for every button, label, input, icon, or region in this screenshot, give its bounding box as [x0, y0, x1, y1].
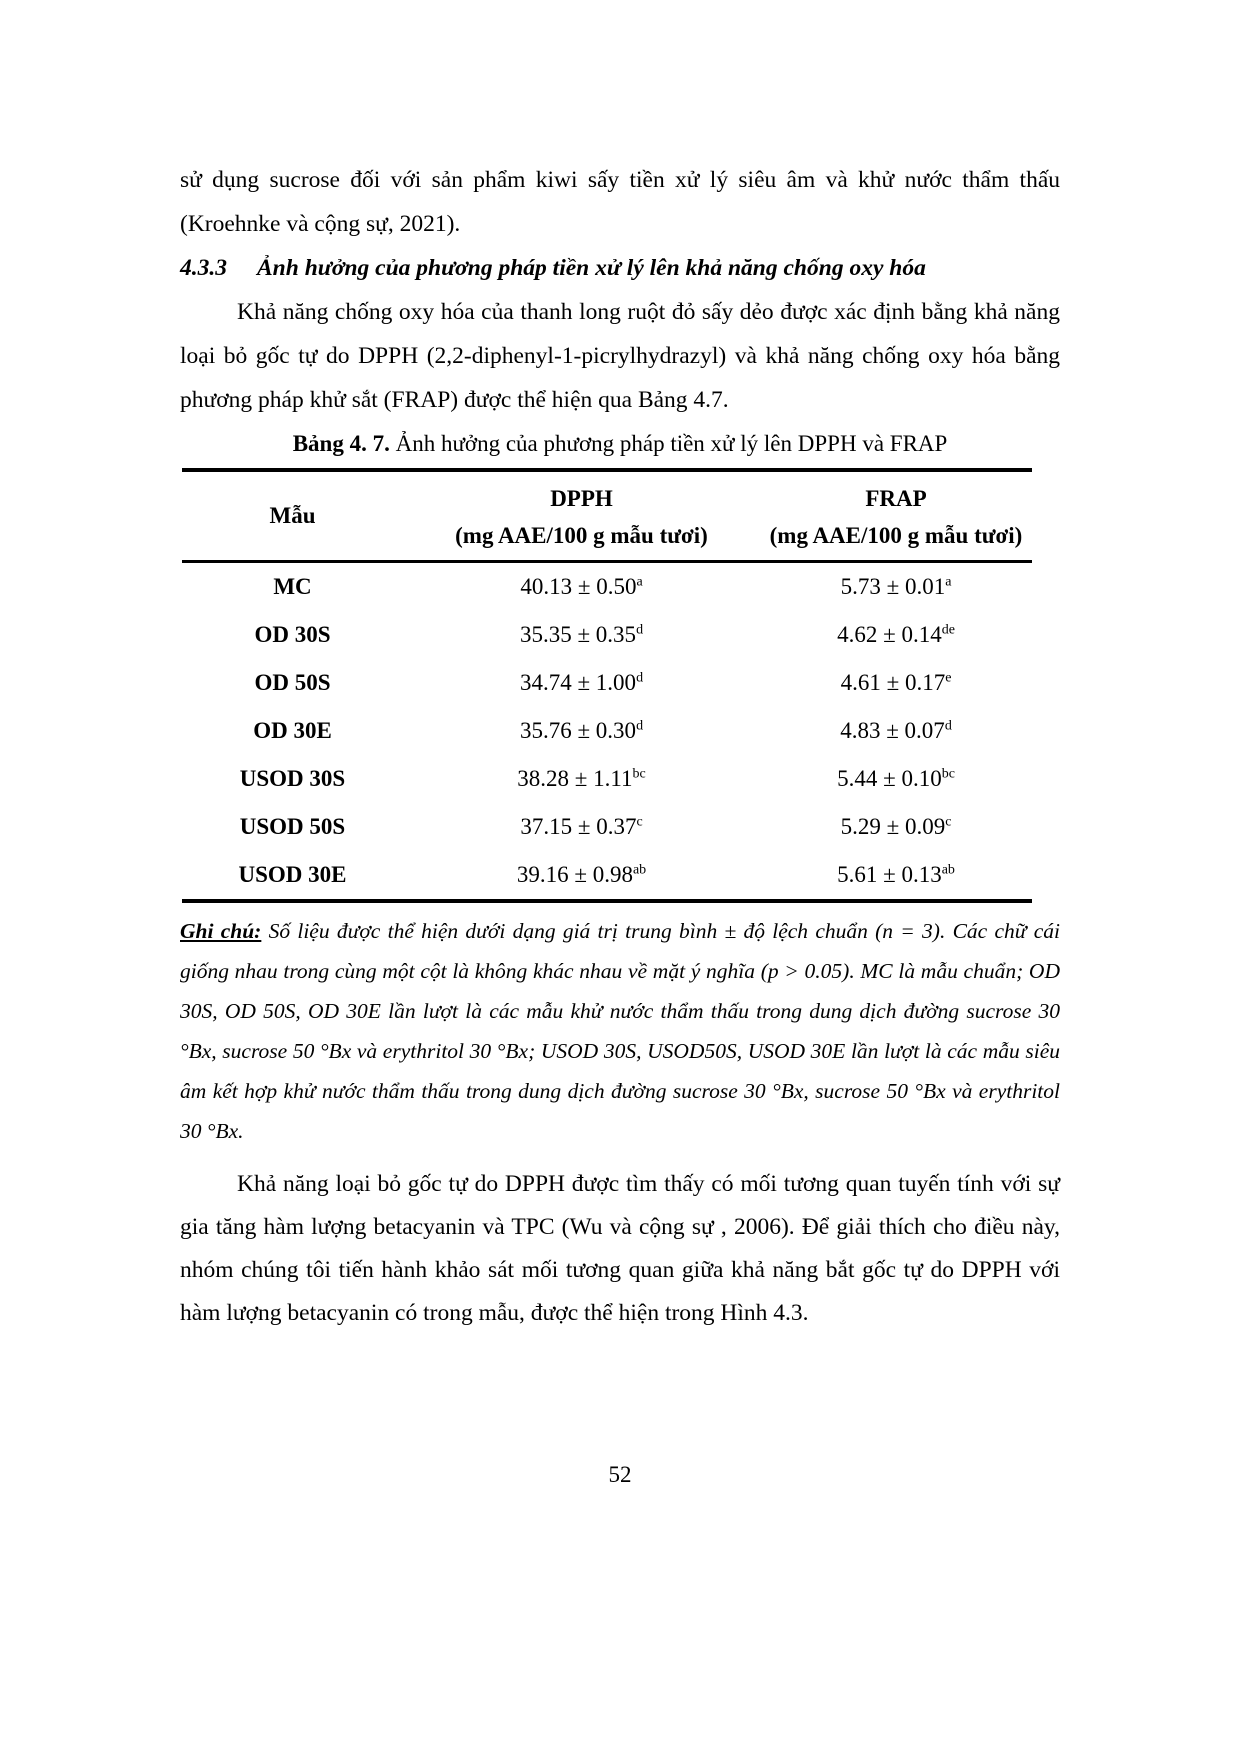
table-row — [182, 803, 1032, 851]
note-label: Ghi chú: — [180, 919, 262, 943]
dpph-value: 35.35 ± 0.35 — [519, 622, 637, 647]
significance-letter: c — [636, 814, 643, 830]
frap-value: 5.61 ± 0.13 — [837, 862, 942, 887]
frap-value: 4.83 ± 0.07 — [840, 718, 945, 743]
paragraph-discussion: Khả năng loại bỏ gốc tự do DPPH được tìm thấy có mối tương quan tuyến tính với sự gia tăng hàm lượng betacyanin và TPC (Wu và cộng sự , 2006). Để giải thích cho điều này, nhóm chúng tôi tiến hành khảo sát mối tương quan giữa khả năng bắt gốc tự do DPPH với hàm lượng betacyanin có trong mẫu, được thể hiện trong Hình 4.3. — [180, 1171, 1060, 1326]
significance-letter: d — [944, 718, 952, 734]
frap-value-cell — [760, 659, 1032, 707]
dpph-value-cell — [403, 562, 760, 612]
significance-letter: ab — [941, 862, 955, 878]
sample-name: USOD 30S — [239, 766, 346, 791]
table-row — [182, 851, 1032, 901]
frap-value: 5.73 ± 0.01 — [840, 574, 946, 599]
frap-value-cell — [760, 851, 1032, 901]
section-heading — [180, 246, 1060, 290]
frap-value-cell — [760, 707, 1032, 755]
frap-value: 5.44 ± 0.10 — [837, 766, 942, 791]
page-number: 52 — [608, 1462, 632, 1487]
frap-value: 4.62 ± 0.14 — [837, 622, 942, 647]
section-title: Ảnh hưởng của phương pháp tiền xử lý lên khả năng chống oxy hóa — [257, 255, 926, 281]
sample-name: OD 50S — [254, 670, 331, 695]
col-header-dpph-title: DPPH — [550, 486, 613, 511]
dpph-value: 37.15 ± 0.37 — [520, 814, 637, 839]
sample-name: OD 30E — [253, 718, 332, 743]
dpph-value-cell — [403, 803, 760, 851]
frap-value-cell — [760, 803, 1032, 851]
table-row — [182, 659, 1032, 707]
table-header-row — [182, 470, 1032, 562]
dpph-value-cell — [403, 851, 760, 901]
col-header-frap — [760, 470, 1032, 562]
frap-value: 4.61 ± 0.17 — [840, 670, 946, 695]
sample-name: OD 30S — [254, 622, 331, 647]
dpph-value: 35.76 ± 0.30 — [519, 718, 637, 743]
table-row — [182, 707, 1032, 755]
dpph-value: 38.28 ± 1.11 — [517, 766, 633, 791]
dpph-value: 40.13 ± 0.50 — [520, 574, 637, 599]
table-row — [182, 562, 1032, 612]
significance-letter: de — [941, 622, 955, 638]
dpph-value: 39.16 ± 0.98 — [516, 862, 633, 887]
frap-value: 5.29 ± 0.09 — [840, 814, 946, 839]
significance-letter: a — [945, 574, 952, 590]
results-table — [182, 468, 1032, 903]
significance-letter: ab — [632, 862, 647, 878]
significance-letter: bc — [941, 766, 955, 782]
table-caption — [180, 422, 1060, 466]
sample-name: MC — [273, 574, 312, 599]
frap-value-cell — [760, 562, 1032, 612]
dpph-value-cell — [403, 659, 760, 707]
table-note — [180, 911, 1060, 1151]
col-header-sample: Mẫu — [182, 470, 403, 562]
significance-letter: bc — [632, 766, 646, 782]
paragraph-intro: sử dụng sucrose đối với sản phẩm kiwi sấy tiền xử lý siêu âm và khử nước thẩm thấu (Kroehnke và cộng sự, 2021). — [180, 167, 1060, 237]
col-header-dpph-unit: (mg AAE/100 g mẫu tươi) — [455, 523, 708, 548]
paragraph-method: Khả năng chống oxy hóa của thanh long ruột đỏ sấy dẻo được xác định bằng khả năng loại bỏ gốc tự do DPPH (2,2-diphenyl-1-picrylhydrazyl) và khả năng chống oxy hóa bằng phương pháp khử sắt (FRAP) được thể hiện qua Bảng 4.7. — [180, 299, 1060, 413]
significance-letter: d — [636, 622, 644, 638]
col-header-frap-title: FRAP — [865, 486, 927, 511]
section-number: 4.3.3 — [180, 255, 227, 281]
significance-letter: c — [945, 814, 952, 830]
table-row — [182, 611, 1032, 659]
table-caption-text: Ảnh hưởng của phương pháp tiền xử lý lên DPPH và FRAP — [389, 431, 948, 456]
significance-letter: a — [636, 574, 643, 590]
col-header-dpph — [403, 470, 760, 562]
dpph-value-cell — [403, 755, 760, 803]
frap-value-cell — [760, 611, 1032, 659]
frap-value-cell — [760, 755, 1032, 803]
significance-letter: d — [636, 718, 644, 734]
sample-name: USOD 30E — [238, 862, 347, 887]
note-text: Số liệu được thể hiện dưới dạng giá trị trung bình ± độ lệch chuẩn (n = 3). Các chữ cái giống nhau trong cùng một cột là không khác nhau về mặt ý nghĩa (p > 0.05). MC là mẫu chuẩn; OD 30S, OD 50S, OD 30E lần lượt là các mẫu khử nước thẩm thấu trong dung dịch đường sucrose 30 °Bx, sucrose 50 °Bx và erythritol 30 °Bx; USOD 30S, USOD50S, USOD 30E lần lượt là các mẫu siêu âm kết hợp khử nước thẩm thấu trong dung dịch đường sucrose 30 °Bx, sucrose 50 °Bx và erythritol 30 °Bx. — [180, 919, 1061, 1143]
sample-name: USOD 50S — [239, 814, 346, 839]
dpph-value: 34.74 ± 1.00 — [519, 670, 637, 695]
dpph-value-cell — [403, 611, 760, 659]
significance-letter: e — [945, 670, 952, 686]
col-header-frap-unit: (mg AAE/100 g mẫu tươi) — [769, 523, 1023, 548]
table-row — [182, 755, 1032, 803]
table-caption-label: Bảng 4. 7. — [292, 431, 390, 456]
dpph-value-cell — [403, 707, 760, 755]
significance-letter: d — [636, 670, 644, 686]
